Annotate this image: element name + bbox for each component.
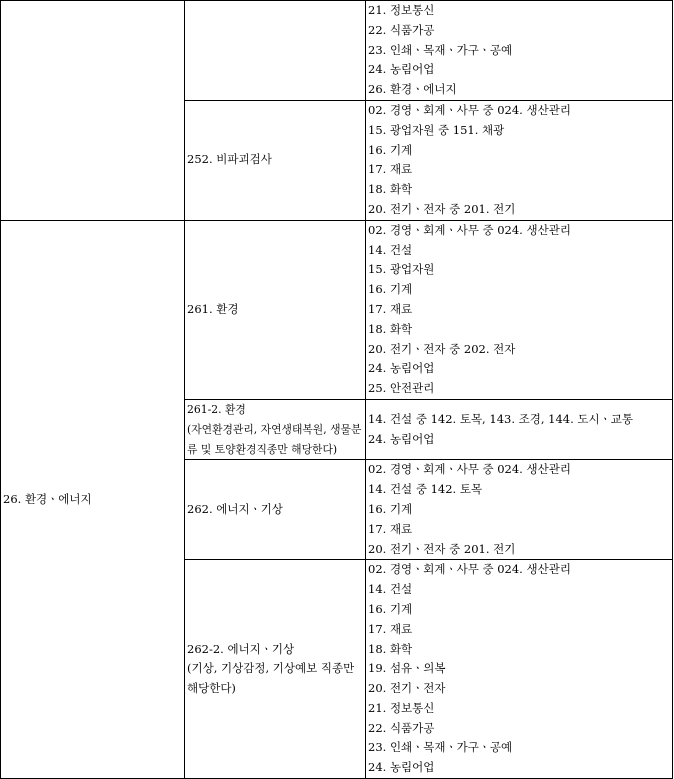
related-fields-cell bbox=[366, 460, 673, 560]
table-row bbox=[1, 1, 673, 101]
related-field-item: 24. 농림어업 bbox=[368, 62, 435, 77]
minor-category-label: 261-2. 환경 bbox=[187, 402, 246, 416]
related-field-item: 22. 식품가공 bbox=[368, 720, 435, 735]
related-fields-cell bbox=[366, 560, 673, 779]
related-field-item: 14. 건설 중 142. 토목, 143. 조경, 144. 도시ㆍ교통 bbox=[368, 411, 633, 426]
related-fields-cell bbox=[366, 220, 673, 399]
related-field-item: 20. 전기ㆍ전자 중 201. 전기 bbox=[368, 201, 516, 216]
minor-category-note: (자연환경관리, 자연생태복원, 생물분류 및 토양환경직종만 해당한다) bbox=[187, 422, 362, 456]
related-field-item: 17. 재료 bbox=[368, 301, 413, 316]
related-field-item: 18. 화학 bbox=[368, 321, 413, 336]
related-field-item: 16. 기계 bbox=[368, 601, 413, 616]
minor-category-label: 252. 비파괴검사 bbox=[187, 152, 272, 167]
minor-category-cell bbox=[185, 460, 366, 560]
related-field-item: 23. 인쇄ㆍ목재ㆍ가구ㆍ공예 bbox=[368, 740, 513, 755]
related-fields-cell bbox=[366, 399, 673, 459]
related-field-item: 22. 식품가공 bbox=[368, 22, 435, 37]
related-field-item: 19. 섬유ㆍ의복 bbox=[368, 661, 446, 676]
related-field-item: 24. 농림어업 bbox=[368, 361, 435, 376]
related-field-item: 20. 전기ㆍ전자 중 201. 전기 bbox=[368, 541, 516, 556]
minor-category-cell bbox=[185, 100, 366, 220]
related-field-item: 15. 광업자원 bbox=[368, 262, 435, 277]
major-category-label: 26. 환경ㆍ에너지 bbox=[3, 491, 92, 506]
related-field-item: 20. 전기ㆍ전자 bbox=[368, 681, 446, 696]
related-field-item: 15. 광업자원 중 151. 채광 bbox=[368, 122, 505, 137]
related-field-item: 17. 재료 bbox=[368, 521, 413, 536]
minor-category-label: 262. 에너지ㆍ기상 bbox=[187, 501, 283, 516]
related-field-item: 16. 기계 bbox=[368, 142, 413, 157]
minor-category-note: (기상, 기상감정, 기상예보 직종만 해당한다) bbox=[187, 661, 355, 696]
related-field-item: 02. 경영ㆍ회계ㆍ사무 중 024. 생산관리 bbox=[368, 562, 571, 577]
related-field-item: 17. 재료 bbox=[368, 621, 413, 636]
minor-category-cell bbox=[185, 399, 366, 459]
major-category-cell bbox=[1, 220, 185, 778]
minor-category-cell bbox=[185, 560, 366, 779]
related-field-item: 18. 화학 bbox=[368, 641, 413, 656]
related-field-item: 18. 화학 bbox=[368, 182, 413, 197]
related-fields-cell bbox=[366, 100, 673, 220]
minor-category-cell bbox=[185, 220, 366, 399]
related-field-item: 20. 전기ㆍ전자 중 202. 전자 bbox=[368, 341, 516, 356]
table-row bbox=[1, 220, 673, 399]
related-field-item: 02. 경영ㆍ회계ㆍ사무 중 024. 생산관리 bbox=[368, 102, 571, 117]
related-field-item: 21. 정보통신 bbox=[368, 700, 435, 715]
minor-category-label: 261. 환경 bbox=[187, 301, 239, 316]
related-field-item: 14. 건설 중 142. 토목 bbox=[368, 482, 483, 497]
related-field-item: 26. 환경ㆍ에너지 bbox=[368, 82, 457, 97]
related-field-item: 21. 정보통신 bbox=[368, 3, 435, 17]
related-fields-cell bbox=[366, 1, 673, 101]
related-field-item: 25. 안전관리 bbox=[368, 381, 435, 396]
related-field-item: 02. 경영ㆍ회계ㆍ사무 중 024. 생산관리 bbox=[368, 222, 571, 237]
related-field-item: 14. 건설 bbox=[368, 582, 413, 597]
related-field-item: 16. 기계 bbox=[368, 282, 413, 297]
related-field-item: 24. 농림어업 bbox=[368, 760, 435, 775]
related-field-item: 16. 기계 bbox=[368, 501, 413, 516]
related-field-item: 23. 인쇄ㆍ목재ㆍ가구ㆍ공예 bbox=[368, 42, 513, 57]
related-field-item: 14. 건설 bbox=[368, 242, 413, 257]
related-field-item: 02. 경영ㆍ회계ㆍ사무 중 024. 생산관리 bbox=[368, 462, 571, 477]
minor-category-label: 262-2. 에너지ㆍ기상 bbox=[187, 641, 295, 656]
related-field-item: 24. 농림어업 bbox=[368, 431, 435, 446]
related-field-item: 17. 재료 bbox=[368, 162, 413, 177]
minor-category-cell bbox=[185, 1, 366, 101]
major-category-cell bbox=[1, 1, 185, 221]
